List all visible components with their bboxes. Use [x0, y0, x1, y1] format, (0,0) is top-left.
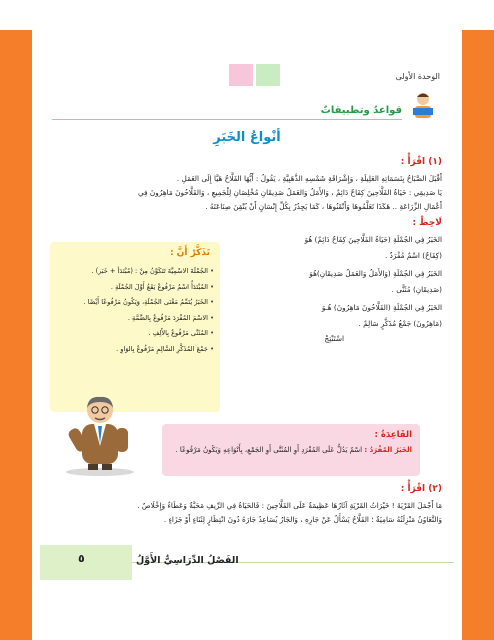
deduce-label: اسْتَنْتِجْ — [324, 334, 344, 343]
notice-line-1: الخَبَرُ فِي الجُمْلَةِ (حَيَاةُ الفَلَّاحِينَ كِفَاحٌ دَائِمٌ) هُوَ — [304, 235, 442, 244]
remember-item: • الخَبَرُ يُتَمِّمُ مَعْنَى الجُمْلَةِ، وَيَكُونُ مَرْفُوعًا أَيْضًا . — [54, 295, 214, 311]
rule-box — [162, 424, 420, 476]
remember-item: • الجُمْلَةَ الاسْمِيَّةَ تَتَكَوَّنُ مِنْ : (مُبْتَدَأ + خَبَر) . — [54, 264, 214, 280]
rule-definition: اسْمٌ يَدُلُّ عَلَى المُفْرَدِ أَوِ المُثَنَّى أَوِ الجَمْعِ، بِأَنْوَاعِهِ وَيَكُونُ مَرْفُوعًا . — [175, 446, 363, 454]
read1-heading: (١) اقْرَأْ : — [400, 157, 442, 167]
teacher-illustration-icon — [52, 388, 148, 476]
remember-box — [50, 242, 220, 412]
pink-square-decoration — [229, 64, 253, 86]
student-reading-icon — [408, 90, 438, 120]
section-divider — [52, 119, 402, 120]
notice-line-3: الخَبَرُ فِي الجُمْلَةِ (وَالأَمَلُ وَالعَمَلُ صَدِيقَانِ)هُوَ — [309, 269, 442, 278]
remember-heading: تَذَكَّرْ أَنَّ : — [169, 248, 210, 258]
read1-line-3: أَعْمَالِ الزِّرَاعَةِ .. هَكَذَا تَعَلَّمُوهَا وَأَتْقَنُوهَا ، كَمَا يَجِدُرُ بِكُلِّ إِنْسَانٍ أَنْ يُتْقِنَ صِنَاعَتَهُ . — [205, 202, 442, 211]
remember-item: • المُبْتَدَأُ اسْمٌ مَرْفُوعٌ يَقَعُ أَوَّلَ الجُمْلَةِ . — [54, 280, 214, 296]
section-label: قواعدُ وتطبيقاتٌ — [320, 105, 402, 116]
remember-list — [54, 264, 214, 357]
left-orange-bar — [0, 30, 32, 640]
read1-line-1: أَقْبَلَ الصَّبَاحُ بِنَسَمَاتِهِ العَلِيلَةِ ، وَإِشْرَاقَةِ شَمْسِهِ الذَّهَبِيَّةِ ، يَقُولُ : أَيُّهَا الفَلَّاحُ هَيَّا إِلَى العَمَلِ . — [176, 174, 442, 183]
lesson-title: أنْواعُ الخَبَرِ — [213, 130, 281, 145]
notice-heading: لَاحِظْ : — [412, 218, 442, 228]
rule-text — [168, 444, 412, 457]
footer-green-block — [40, 545, 132, 580]
remember-item: • جَمْعَ المُذَكَّرِ السَّالِمِ مَرْفُوعٌ بِالوَاوِ . — [54, 342, 214, 358]
rule-term: الخَبَرُ المُفْرَدُ : — [364, 446, 412, 454]
chapter-label: الفَصْلُ الدِّرَاسِيُّ الأَوَّلُ — [136, 555, 239, 566]
read2-line-2: وَالتَّعَاوُنُ مَنْزِلَتُهُ سَامِيَةٌ ؛ الفَلَّاحُ يَسْأَلُ عَنْ جَارِهِ ، وَالجَارُ يُسَاعِدُ جَارَهُ دُونَ انْتِظَارٍ لِثَنَاءٍ أَوْ جَزَاءٍ . — [163, 515, 442, 524]
right-orange-bar — [462, 30, 494, 640]
notice-line-2: (كِفَاحٌ) اسْمٌ مُفْرَدٌ . — [385, 251, 442, 260]
remember-item: • الاسْمَ المُفْرَدَ مَرْفُوعٌ بِالضَّمَّةِ . — [54, 311, 214, 327]
notice-line-6: (مَاهِرُونَ) جَمْعُ مُذَكَّرٍ سَالِمٌ . — [358, 319, 442, 328]
read2-heading: (٢) اقْرَأْ : — [400, 484, 442, 494]
page-number: ٥ — [78, 552, 85, 565]
notice-line-4: (صَدِيقَانِ) مُثَنًّى . — [391, 285, 442, 294]
green-square-decoration — [256, 64, 280, 86]
notice-line-5: الخَبَرُ فِي الجُمْلَةِ (الفَلَّاحُونَ مَاهِرُونَ) هُـوَ — [321, 303, 442, 312]
remember-item: • المُثَنَّى مَرْفُوعٌ بِالأَلِفِ . — [54, 326, 214, 342]
unit-label: الوحدة الأولى — [395, 72, 440, 81]
read2-line-1: مَا أَجْمَلَ القَرْيَةَ ! خَيْرَاتُ القَرْيَةِ آثَارُهَا عَظِيمَةٌ عَلَى الفَلَّاحِينَ : فَالحَيَاةُ فِي الرِّيفِ مَحَبَّةٌ وَعَطَاءٌ وَإِخْلَاصٌ . — [137, 501, 442, 510]
read1-line-2: يَا صَدِيقِي : حَيَاةُ الفَلَّاحِينَ كِفَاحٌ دَائِمٌ ، وَالأَمَلُ وَالعَمَلُ صَدِيقَانِ مُخْلِصَانِ لِلْجَمِيعِ ، وَالفَلَّاحُونَ مَاهِرُونَ فِي — [138, 188, 442, 197]
rule-heading: القَاعِدَةُ : — [374, 430, 412, 440]
